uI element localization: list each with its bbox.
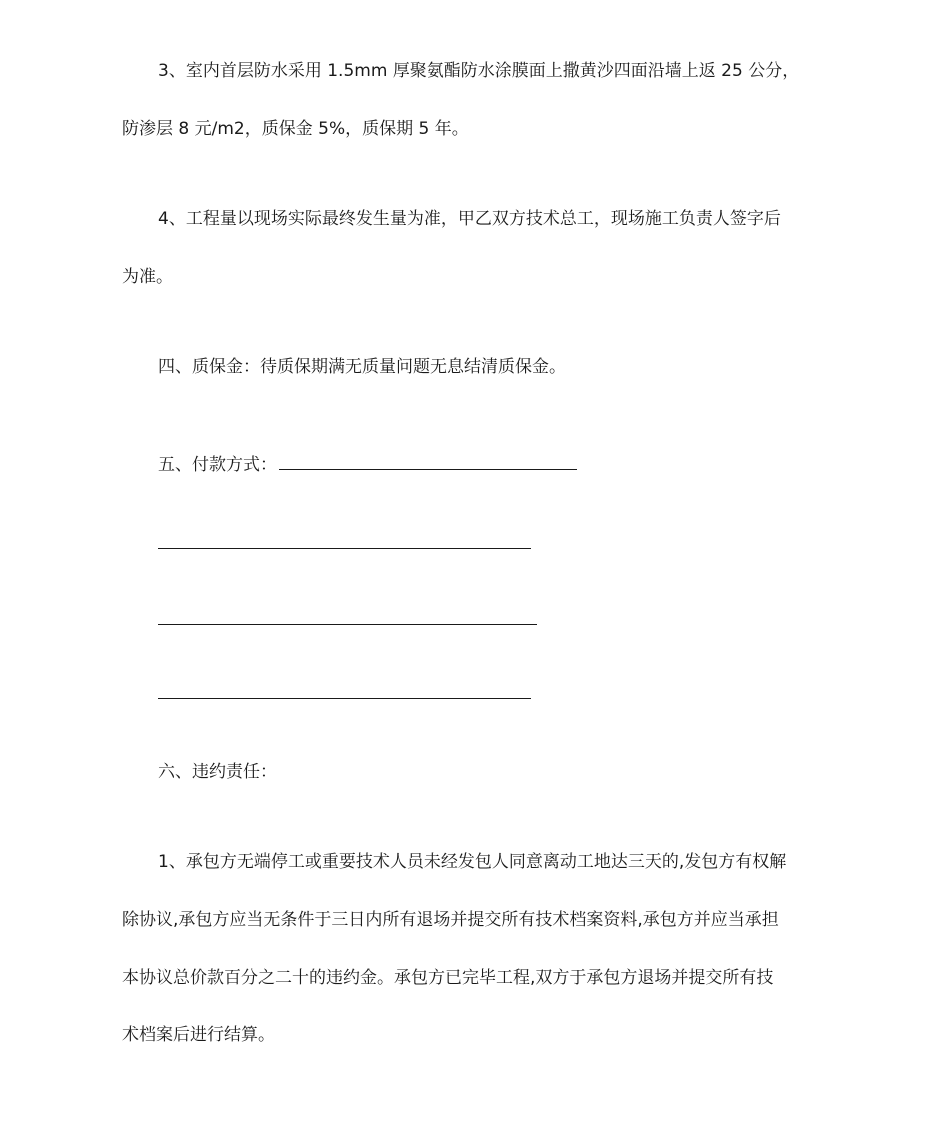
clause-4-line-2: 为准。 — [122, 267, 173, 287]
clause-6-1-line-1: 1、承包方无端停工或重要技术人员未经发包人同意离动工地达三天的,发包方有权解 — [158, 852, 787, 872]
clause-6-1-line-4: 术档案后进行结算。 — [122, 1025, 275, 1045]
section-4-warranty: 四、质保金：待质保期满无质量问题无息结清质保金。 — [158, 357, 566, 377]
clause-4-line-1: 4、工程量以现场实际最终发生量为准，甲乙双方技术总工，现场施工负责人签字后 — [158, 209, 781, 229]
clause-6-1-line-2: 除协议,承包方应当无条件于三日内所有退场并提交所有技术档案资料,承包方并应当承担 — [122, 910, 779, 930]
payment-method-blank — [279, 448, 577, 470]
clause-6-1-line-3: 本协议总价款百分之二十的违约金。承包方已完毕工程,双方于承包方退场并提交所有技 — [122, 968, 774, 988]
payment-blank-line-3 — [158, 698, 531, 699]
section-5-payment-row — [158, 448, 577, 477]
payment-blank-line-2 — [158, 624, 537, 625]
clause-3-line-2: 防渗层 8 元/m2，质保金 5%，质保期 5 年。 — [122, 119, 469, 139]
section-5-payment-label: 五、付款方式： — [158, 455, 277, 475]
section-6-heading: 六、违约责任： — [158, 762, 277, 782]
clause-3-line-1: 3、室内首层防水采用 1.5mm 厚聚氨酯防水涂膜面上撒黄沙四面沿墙上返 25 公分， — [158, 61, 800, 81]
payment-blank-line-1 — [158, 548, 531, 549]
